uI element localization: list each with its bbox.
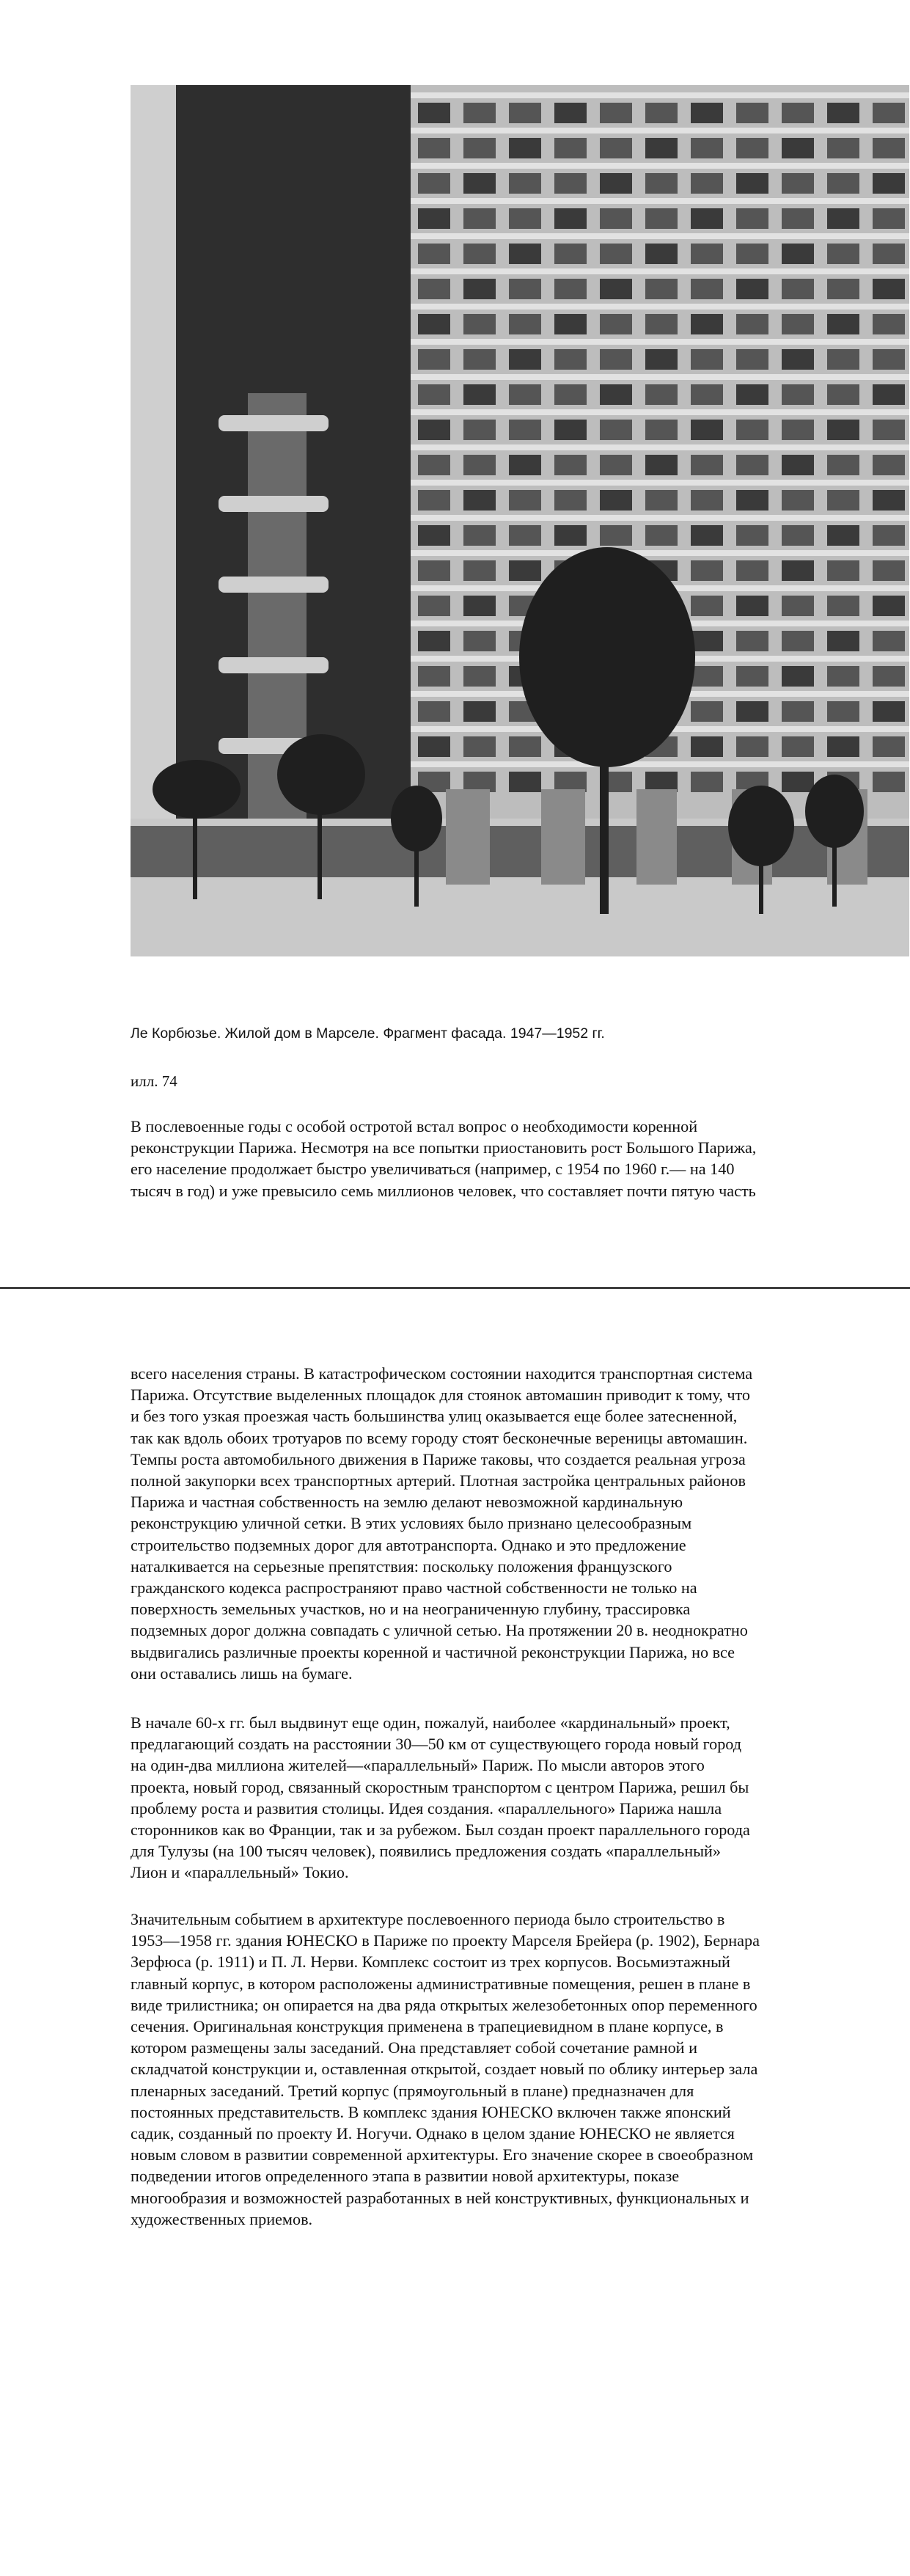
paragraph-2 [131,1363,812,1684]
paragraph-line: многообразия и возможностей разработанных в ней конструктивных, функциональных и [131,2188,749,2207]
paragraph-line: котором размещены залы заседаний. Она представляет собой сочетание рамной и [131,2038,697,2057]
paragraph-line: реконструкции Парижа. Несмотря на все попытки приостановить рост Большого Парижа, [131,1138,757,1157]
page-1 [0,0,910,1287]
paragraph-line: предлагающий создать на расстоянии 30—50 км от существующего города новый город [131,1735,742,1754]
paragraph-line: строительство подземных дорог для автотранспорта. Однако и это предложение [131,1535,686,1554]
paragraph-line: тысяч в год) и уже превысило семь миллионов человек, что составляет почти пятую часть [131,1181,756,1200]
paragraph-1 [131,1116,812,1201]
paragraph-4 [131,1909,812,2230]
paragraph-line: для Тулузы (на 100 тысяч человек), появились предложения создать «параллельный» [131,1842,722,1861]
paragraph-line: выдвигались различные проекты коренной и частичной реконструкции Парижа, но все [131,1642,735,1661]
paragraph-line: садик, созданный по проекту И. Ногучи. Однако в целом здание ЮНЕСКО не является [131,2124,735,2143]
paragraph-line: постоянных представительств. В комплекс здания ЮНЕСКО включен также японский [131,2102,731,2121]
paragraph-line: пленарных заседаний. Третий корпус (прямоугольный в плане) предназначен для [131,2081,694,2100]
paragraph-line: они оставались лишь на бумаге. [131,1664,353,1683]
paragraph-line: реконструкцию уличной сетки. В этих условиях было признано целесообразным [131,1514,692,1533]
paragraph-line: подведении итогов определенного этапа в развитии новой архитектуры, показе [131,2167,680,2186]
paragraph-line: Парижа. Отсутствие выделенных площадок для стоянок автомашин приводит к тому, что [131,1386,751,1405]
paragraph-line: В начале 60-х гг. был выдвинут еще один, пожалуй, наиболее «кардинальный» проект, [131,1713,730,1732]
paragraph-line: новым словом в развитии современной архитектуры. Его значение скорее в своеобразном [131,2145,754,2165]
paragraph-line: проекта, новый город, связанный скоростным транспортом с центром Парижа, решил бы [131,1777,749,1796]
paragraph-line: виде трилистника; он опирается на два ряда открытых железобетонных опор переменного [131,1995,757,2014]
paragraph-line: так как вдоль обоих тротуаров по всему городу стоят бесконечные вереницы автомашин. [131,1428,748,1447]
paragraph-line: сторонников как во Франции, так и за рубежом. Был создан проект параллельного города [131,1821,750,1840]
paragraph-line: на один-два миллиона жителей—«параллельный» Париж. По мысли авторов этого [131,1756,705,1775]
paragraph-line: его население продолжает быстро увеличиваться (например, с 1954 по 1960 г.— на 140 [131,1160,735,1179]
paragraph-line: наталкивается на серьезные препятствия: поскольку положения французского [131,1556,672,1576]
paragraph-line: художественных приемов. [131,2209,313,2228]
facade-photo-illustration [131,85,909,956]
paragraph-line: гражданского кодекса распространяют право частной собственности не только на [131,1578,697,1598]
paragraph-line: поверхность земельных участков, но и на неограниченную глубину, трассировка [131,1600,691,1619]
illustration-number: илл. 74 [131,1072,177,1090]
paragraph-line: Парижа и частная собственность на землю делают невозможной кардинальную [131,1493,683,1512]
paragraph-3 [131,1712,812,1884]
figure-caption: Ле Корбюзье. Жилой дом в Марселе. Фрагмент фасада. 1947—1952 гг. [131,1025,605,1042]
paragraph-line: складчатой конструкции и, оставленная открытой, создает новый по облику интерьер зала [131,2060,758,2079]
paragraph-line: проблему роста и развития столицы. Идея создания. «параллельного» Парижа нашла [131,1799,722,1818]
paragraph-line: сечения. Оригинальная конструкция применена в трапециевидном в плане корпусе, в [131,2017,724,2036]
paragraph-line: и без того узкая проезжая часть большинства улиц оказывается еще более затесненной, [131,1407,738,1426]
facade-photo [131,85,909,956]
paragraph-line: Темпы роста автомобильного движения в Париже таковы, что создается реальная угроза [131,1449,746,1468]
paragraph-line: подземных дорог должна совпадать с уличной сетью. На протяжении 20 в. неоднократно [131,1621,748,1640]
paragraph-line: полной закупорки всех транспортных артерий. Плотная застройка центральных районов [131,1471,746,1490]
paragraph-line: В послевоенные годы с особой остротой встал вопрос о необходимости коренной [131,1117,698,1135]
paragraph-line: Значительным событием в архитектуре послевоенного периода было строительство в [131,1910,725,1928]
paragraph-line: главный корпус, в котором расположены административные помещения, решен в плане в [131,1974,751,1993]
paragraph-line: Лион и «параллельный» Токио. [131,1863,349,1882]
paragraph-line: всего населения страны. В катастрофическом состоянии находится транспортная система [131,1364,753,1383]
paragraph-line: Зерфюса (р. 1911) и П. Л. Нерви. Комплекс состоит из трех корпусов. Восьмиэтажный [131,1953,730,1972]
paragraph-line: 1953—1958 гг. здания ЮНЕСКО в Париже по проекту Марселя Брейера (р. 1902), Бернара [131,1931,760,1950]
